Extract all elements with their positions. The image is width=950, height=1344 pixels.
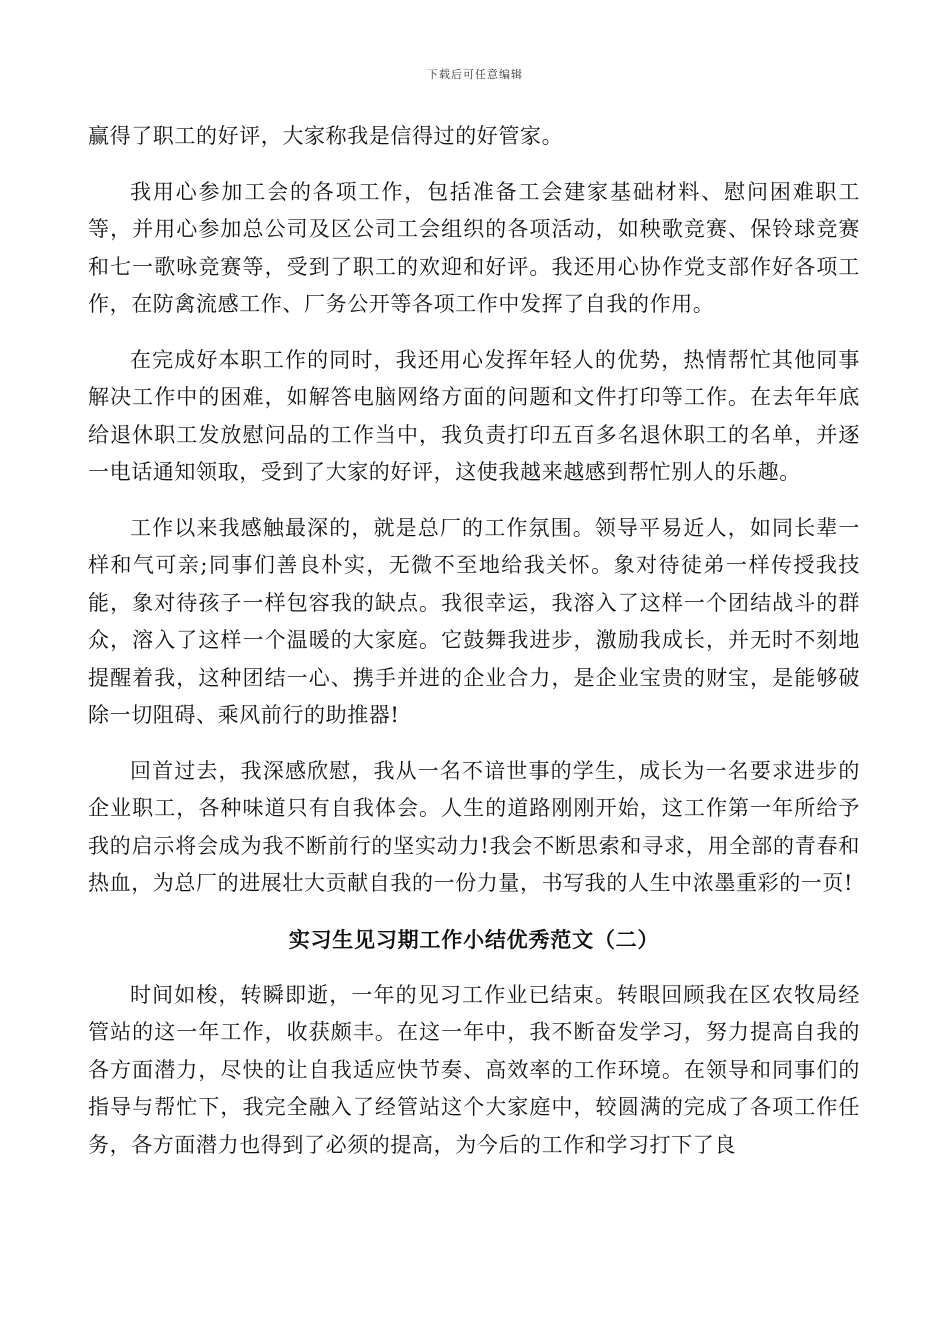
document-body [88,118,860,1164]
paragraph-reflection: 回首过去，我深感欣慰，我从一名不谙世事的学生，成长为一名要求进步的企业职工，各种味道只有自我体会。人生的道路刚刚开始，这工作第一年所给予我的启示将会成为我不断前行的坚实动力!我会不断思索和寻求，用全部的青春和热血，为总厂的进展壮大贡献自我的一份力量，书写我的人生中浓墨重彩的一页! [88,758,860,895]
paragraph-continued: 赢得了职工的好评，大家称我是信得过的好管家。 [88,124,564,148]
header-note: 下载后可任意编辑 [427,68,523,81]
paragraph-union-work: 我用心参加工会的各项工作，包括准备工会建家基础材料、慰问困难职工等，并用心参加总公司及区公司工会组织的各项活动，如秧歌竞赛、保铃球竞赛和七一歌咏竞赛等，受到了职工的欢迎和好评。我还用心协作党支部作好各项工作，在防禽流感工作、厂务公开等各项工作中发挥了自我的作用。 [88,179,860,316]
paragraph-helping-colleagues: 在完成好本职工作的同时，我还用心发挥年轻人的优势，热情帮忙其他同事解决工作中的困难，如解答电脑网络方面的问题和文件打印等工作。在去年年底给退休职工发放慰问品的工作当中，我负责打印五百多名退休职工的名单，并逐一电话通知领取，受到了大家的好评，这使我越来越感到帮忙别人的乐趣。 [88,347,860,484]
paragraph-work-atmosphere: 工作以来我感触最深的，就是总厂的工作氛围。领导平易近人，如同长辈一样和气可亲;同事们善良朴实，无微不至地给我关怀。象对待徒弟一样传授我技能，象对待孩子一样包容我的缺点。我很幸运，我溶入了这样一个团结战斗的群众，溶入了这样一个温暖的大家庭。它鼓舞我进步，激励我成长，并无时不刻地提醒着我，这种团结一心、携手并进的企业合力，是企业宝贵的财宝，是能够破除一切阻碍、乘风前行的助推器! [88,515,860,727]
section-title: 实习生见习期工作小结优秀范文（二） [288,926,660,952]
paragraph-intern-summary: 时间如梭，转瞬即逝，一年的见习工作业已结束。转眼回顾我在区农牧局经管站的这一年工作，收获颇丰。在这一年中，我不断奋发学习，努力提高自我的各方面潜力，尽快的让自我适应快节奏、高效率的工作环境。在领导和同事们的指导与帮忙下，我完全融入了经管站这个大家庭中，较圆满的完成了各项工作任务，各方面潜力也得到了必须的提高，为今后的工作和学习打下了良 [88,982,860,1157]
